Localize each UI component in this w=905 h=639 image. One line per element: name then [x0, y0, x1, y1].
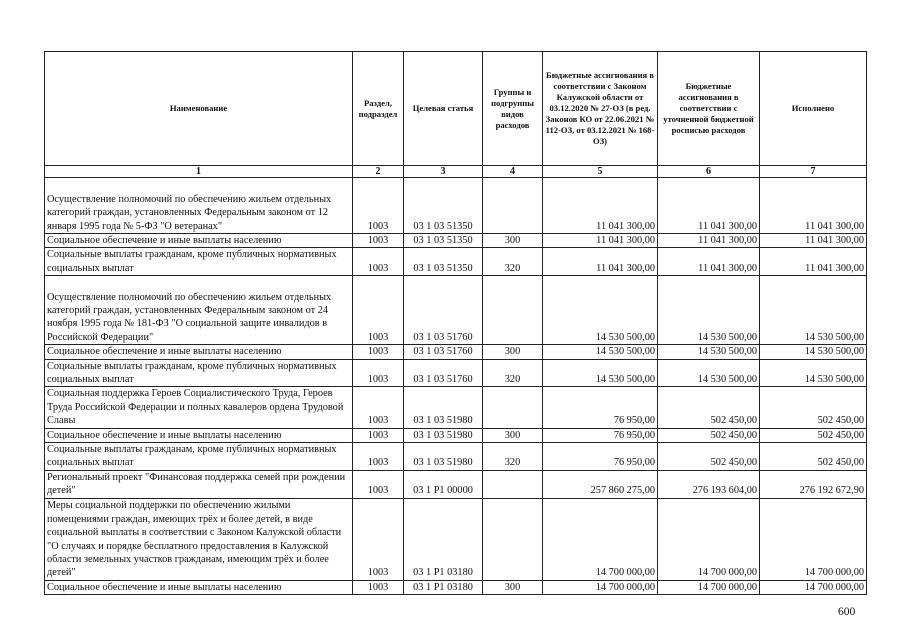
row-assigned-law: 14 700 000,00 — [543, 580, 658, 594]
table-row — [45, 178, 867, 234]
row-section: 1003 — [353, 178, 404, 234]
row-assigned-law: 76 950,00 — [543, 443, 658, 471]
budget-table — [44, 51, 867, 595]
row-name: Социальное обеспечение и иные выплаты населению — [45, 580, 353, 594]
row-assigned-schedule: 14 700 000,00 — [658, 580, 760, 594]
header-executed: Исполнено — [760, 52, 867, 166]
header-assigned-law: Бюджетные ассигнования в соответствии с Законом Калужской области от 03.12.2020 № 27-ОЗ (в ред. Законов КО от 22.06.2021 № 112-ОЗ, от 03.12.2021 № 168-ОЗ) — [543, 52, 658, 166]
table-row — [45, 276, 867, 345]
page-number: 600 — [838, 606, 856, 618]
column-number: 5 — [543, 166, 658, 178]
column-number: 2 — [353, 166, 404, 178]
row-name: Меры социальной поддержки по обеспечению жилыми помещениями граждан, имеющих трёх и более детей, в виде социальной выплаты в соответствии с Законом Калужской области "О случаях и порядке бесплатного предоставления в Калужской области земельных участков гражданам, имеющим трёх и более детей" — [45, 498, 353, 580]
row-group — [483, 276, 543, 345]
table-row — [45, 248, 867, 276]
row-group: 320 — [483, 359, 543, 387]
table-row — [45, 470, 867, 498]
column-number: 3 — [404, 166, 483, 178]
row-name: Социальное обеспечение и иные выплаты населению — [45, 345, 353, 359]
row-section: 1003 — [353, 498, 404, 580]
row-assigned-law: 11 041 300,00 — [543, 178, 658, 234]
row-executed: 502 450,00 — [760, 387, 867, 428]
row-target: 03 1 03 51350 — [404, 234, 483, 248]
header-section: Раздел, подраздел — [353, 52, 404, 166]
row-assigned-law: 76 950,00 — [543, 387, 658, 428]
row-assigned-schedule: 14 530 500,00 — [658, 359, 760, 387]
row-name: Социальные выплаты гражданам, кроме публичных нормативных социальных выплат — [45, 443, 353, 471]
row-section: 1003 — [353, 359, 404, 387]
row-executed: 502 450,00 — [760, 443, 867, 471]
row-executed: 14 700 000,00 — [760, 580, 867, 594]
row-group — [483, 498, 543, 580]
row-name: Осуществление полномочий по обеспечению жильем отдельных категорий граждан, установленных Федеральным законом от 12 января 1995 года № 5-ФЗ "О ветеранах" — [45, 178, 353, 234]
row-group — [483, 387, 543, 428]
row-name: Региональный проект "Финансовая поддержка семей при рождении детей" — [45, 470, 353, 498]
column-number-row — [45, 166, 867, 178]
header-target: Целевая статья — [404, 52, 483, 166]
row-name: Социальные выплаты гражданам, кроме публичных нормативных социальных выплат — [45, 359, 353, 387]
row-target: 03 1 03 51980 — [404, 443, 483, 471]
row-assigned-schedule: 14 700 000,00 — [658, 498, 760, 580]
header-groups: Группы и подгруппы видов расходов — [483, 52, 543, 166]
row-section: 1003 — [353, 387, 404, 428]
row-assigned-schedule: 502 450,00 — [658, 387, 760, 428]
row-assigned-law: 257 860 275,00 — [543, 470, 658, 498]
table-row — [45, 498, 867, 580]
row-executed: 14 530 500,00 — [760, 276, 867, 345]
table-row — [45, 387, 867, 428]
table-row — [45, 234, 867, 248]
row-assigned-schedule: 11 041 300,00 — [658, 178, 760, 234]
row-target: 03 1 03 51350 — [404, 248, 483, 276]
table-row — [45, 345, 867, 359]
table-row — [45, 359, 867, 387]
row-group: 300 — [483, 428, 543, 442]
row-group: 300 — [483, 345, 543, 359]
row-section: 1003 — [353, 276, 404, 345]
row-executed: 14 530 500,00 — [760, 359, 867, 387]
header-assigned-schedule: Бюджетные ассигнования в соответствии с уточненной бюджетной росписью расходов — [658, 52, 760, 166]
row-target: 03 1 P1 03180 — [404, 580, 483, 594]
row-section: 1003 — [353, 234, 404, 248]
row-name: Социальное обеспечение и иные выплаты населению — [45, 234, 353, 248]
row-name: Социальное обеспечение и иные выплаты населению — [45, 428, 353, 442]
row-assigned-law: 76 950,00 — [543, 428, 658, 442]
row-assigned-law: 14 700 000,00 — [543, 498, 658, 580]
row-assigned-schedule: 14 530 500,00 — [658, 276, 760, 345]
column-number: 7 — [760, 166, 867, 178]
row-executed: 11 041 300,00 — [760, 234, 867, 248]
row-section: 1003 — [353, 345, 404, 359]
column-number: 4 — [483, 166, 543, 178]
row-section: 1003 — [353, 443, 404, 471]
row-assigned-law: 14 530 500,00 — [543, 359, 658, 387]
row-target: 03 1 03 51760 — [404, 345, 483, 359]
row-executed: 11 041 300,00 — [760, 178, 867, 234]
row-group: 320 — [483, 443, 543, 471]
row-assigned-law: 14 530 500,00 — [543, 345, 658, 359]
row-target: 03 1 03 51980 — [404, 387, 483, 428]
row-assigned-schedule: 14 530 500,00 — [658, 345, 760, 359]
row-target: 03 1 03 51350 — [404, 178, 483, 234]
row-group: 300 — [483, 234, 543, 248]
row-assigned-law: 11 041 300,00 — [543, 248, 658, 276]
row-group — [483, 178, 543, 234]
row-assigned-schedule: 11 041 300,00 — [658, 234, 760, 248]
row-target: 03 1 P1 00000 — [404, 470, 483, 498]
row-section: 1003 — [353, 580, 404, 594]
row-target: 03 1 P1 03180 — [404, 498, 483, 580]
row-executed: 14 700 000,00 — [760, 498, 867, 580]
row-group: 320 — [483, 248, 543, 276]
row-group — [483, 470, 543, 498]
header-row — [45, 52, 867, 166]
row-target: 03 1 03 51760 — [404, 359, 483, 387]
row-executed: 276 192 672,90 — [760, 470, 867, 498]
row-assigned-law: 11 041 300,00 — [543, 234, 658, 248]
row-name: Социальные выплаты гражданам, кроме публичных нормативных социальных выплат — [45, 248, 353, 276]
row-section: 1003 — [353, 248, 404, 276]
row-executed: 14 530 500,00 — [760, 345, 867, 359]
row-target: 03 1 03 51980 — [404, 428, 483, 442]
row-name: Социальная поддержка Героев Социалистического Труда, Героев Труда Российской Федерации и полных кавалеров ордена Трудовой Славы — [45, 387, 353, 428]
table-row — [45, 580, 867, 594]
row-executed: 502 450,00 — [760, 428, 867, 442]
header-name: Наименование — [45, 52, 353, 166]
row-section: 1003 — [353, 428, 404, 442]
row-assigned-schedule: 11 041 300,00 — [658, 248, 760, 276]
row-executed: 11 041 300,00 — [760, 248, 867, 276]
row-target: 03 1 03 51760 — [404, 276, 483, 345]
row-assigned-schedule: 502 450,00 — [658, 443, 760, 471]
table-row — [45, 428, 867, 442]
row-assigned-schedule: 276 193 604,00 — [658, 470, 760, 498]
row-assigned-law: 14 530 500,00 — [543, 276, 658, 345]
row-group: 300 — [483, 580, 543, 594]
column-number: 6 — [658, 166, 760, 178]
row-section: 1003 — [353, 470, 404, 498]
row-name: Осуществление полномочий по обеспечению жильем отдельных категорий граждан, установленных Федеральным законом от 24 ноября 1995 года № 181-ФЗ "О социальной защите инвалидов в Российской Федерации" — [45, 276, 353, 345]
column-number: 1 — [45, 166, 353, 178]
table-row — [45, 443, 867, 471]
row-assigned-schedule: 502 450,00 — [658, 428, 760, 442]
